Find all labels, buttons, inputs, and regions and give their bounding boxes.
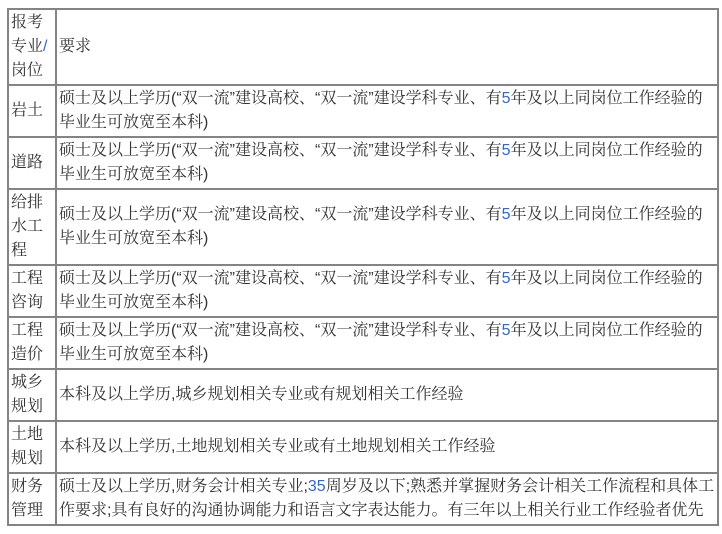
- accent-number: 5: [501, 142, 511, 159]
- job-requirements-table: [7, 8, 719, 526]
- position-cell: [8, 369, 56, 421]
- accent-number: 5: [501, 206, 511, 223]
- accent-number: 35: [307, 478, 326, 495]
- position-cell: [8, 189, 56, 265]
- text-segment: 岩土: [11, 102, 44, 119]
- page: [7, 8, 715, 526]
- text-segment: 年及以上同岗位工作经验的毕业生可放宽至本科): [59, 90, 703, 131]
- text-segment: 周岁及以下;熟悉并掌握财务会计相关工作流程和具体工作要求;具有良好的沟通协调能力和语言文字表达能力。有三年以上相关行业工作经验者优先: [59, 478, 715, 519]
- text-segment: 硕士及以上学历(“双一流”建设高校、“双一流”建设学科专业、有: [59, 90, 502, 107]
- requirement-cell: [56, 85, 718, 137]
- table-row: [8, 317, 718, 369]
- job-table-body: [8, 9, 718, 525]
- header-requirement-cell: [56, 9, 718, 85]
- text-segment: 要求: [59, 38, 92, 55]
- text-segment: 硕士及以上学历(“双一流”建设高校、“双一流”建设学科专业、有: [59, 322, 502, 339]
- text-segment: 本科及以上学历,城乡规划相关专业或有规划相关工作经验: [59, 386, 464, 403]
- text-segment: 岗位: [11, 62, 44, 79]
- text-segment: 土地规划: [11, 426, 44, 467]
- requirement-cell: [56, 265, 718, 317]
- position-cell: [8, 265, 56, 317]
- accent-number: 5: [501, 270, 511, 287]
- accent-number: 5: [501, 322, 511, 339]
- requirement-cell: [56, 473, 718, 525]
- text-segment: 年及以上同岗位工作经验的毕业生可放宽至本科): [59, 322, 703, 363]
- table-row: [8, 137, 718, 189]
- text-segment: 道路: [11, 154, 44, 171]
- requirement-cell: [56, 421, 718, 473]
- text-segment: 硕士及以上学历,财务会计相关专业;: [59, 478, 308, 495]
- text-segment: 年及以上同岗位工作经验的毕业生可放宽至本科): [59, 142, 703, 183]
- text-segment: 年及以上同岗位工作经验的毕业生可放宽至本科): [59, 206, 703, 247]
- header-position-cell: [8, 9, 56, 85]
- position-cell: [8, 317, 56, 369]
- table-row: [8, 85, 718, 137]
- header-row: [8, 9, 718, 85]
- requirement-cell: [56, 317, 718, 369]
- requirement-cell: [56, 137, 718, 189]
- text-segment: 硕士及以上学历(“双一流”建设高校、“双一流”建设学科专业、有: [59, 142, 502, 159]
- position-cell: [8, 85, 56, 137]
- requirement-cell: [56, 189, 718, 265]
- accent-number: /: [43, 38, 48, 55]
- table-row: [8, 369, 718, 421]
- text-segment: 本科及以上学历,土地规划相关专业或有土地规划相关工作经验: [59, 438, 496, 455]
- table-row: [8, 421, 718, 473]
- text-segment: 报考专业: [11, 14, 44, 55]
- accent-number: 5: [501, 90, 511, 107]
- text-segment: 硕士及以上学历(“双一流”建设高校、“双一流”建设学科专业、有: [59, 270, 502, 287]
- position-cell: [8, 421, 56, 473]
- requirement-cell: [56, 369, 718, 421]
- position-cell: [8, 473, 56, 525]
- text-segment: 城乡规划: [11, 374, 44, 415]
- text-segment: 工程咨询: [11, 270, 44, 311]
- text-segment: 年及以上同岗位工作经验的毕业生可放宽至本科): [59, 270, 703, 311]
- text-segment: 给排水工程: [11, 194, 44, 259]
- table-row: [8, 473, 718, 525]
- position-cell: [8, 137, 56, 189]
- table-row: [8, 189, 718, 265]
- text-segment: 工程造价: [11, 322, 44, 363]
- text-segment: 财务管理: [11, 478, 44, 519]
- table-row: [8, 265, 718, 317]
- text-segment: 硕士及以上学历(“双一流”建设高校、“双一流”建设学科专业、有: [59, 206, 502, 223]
